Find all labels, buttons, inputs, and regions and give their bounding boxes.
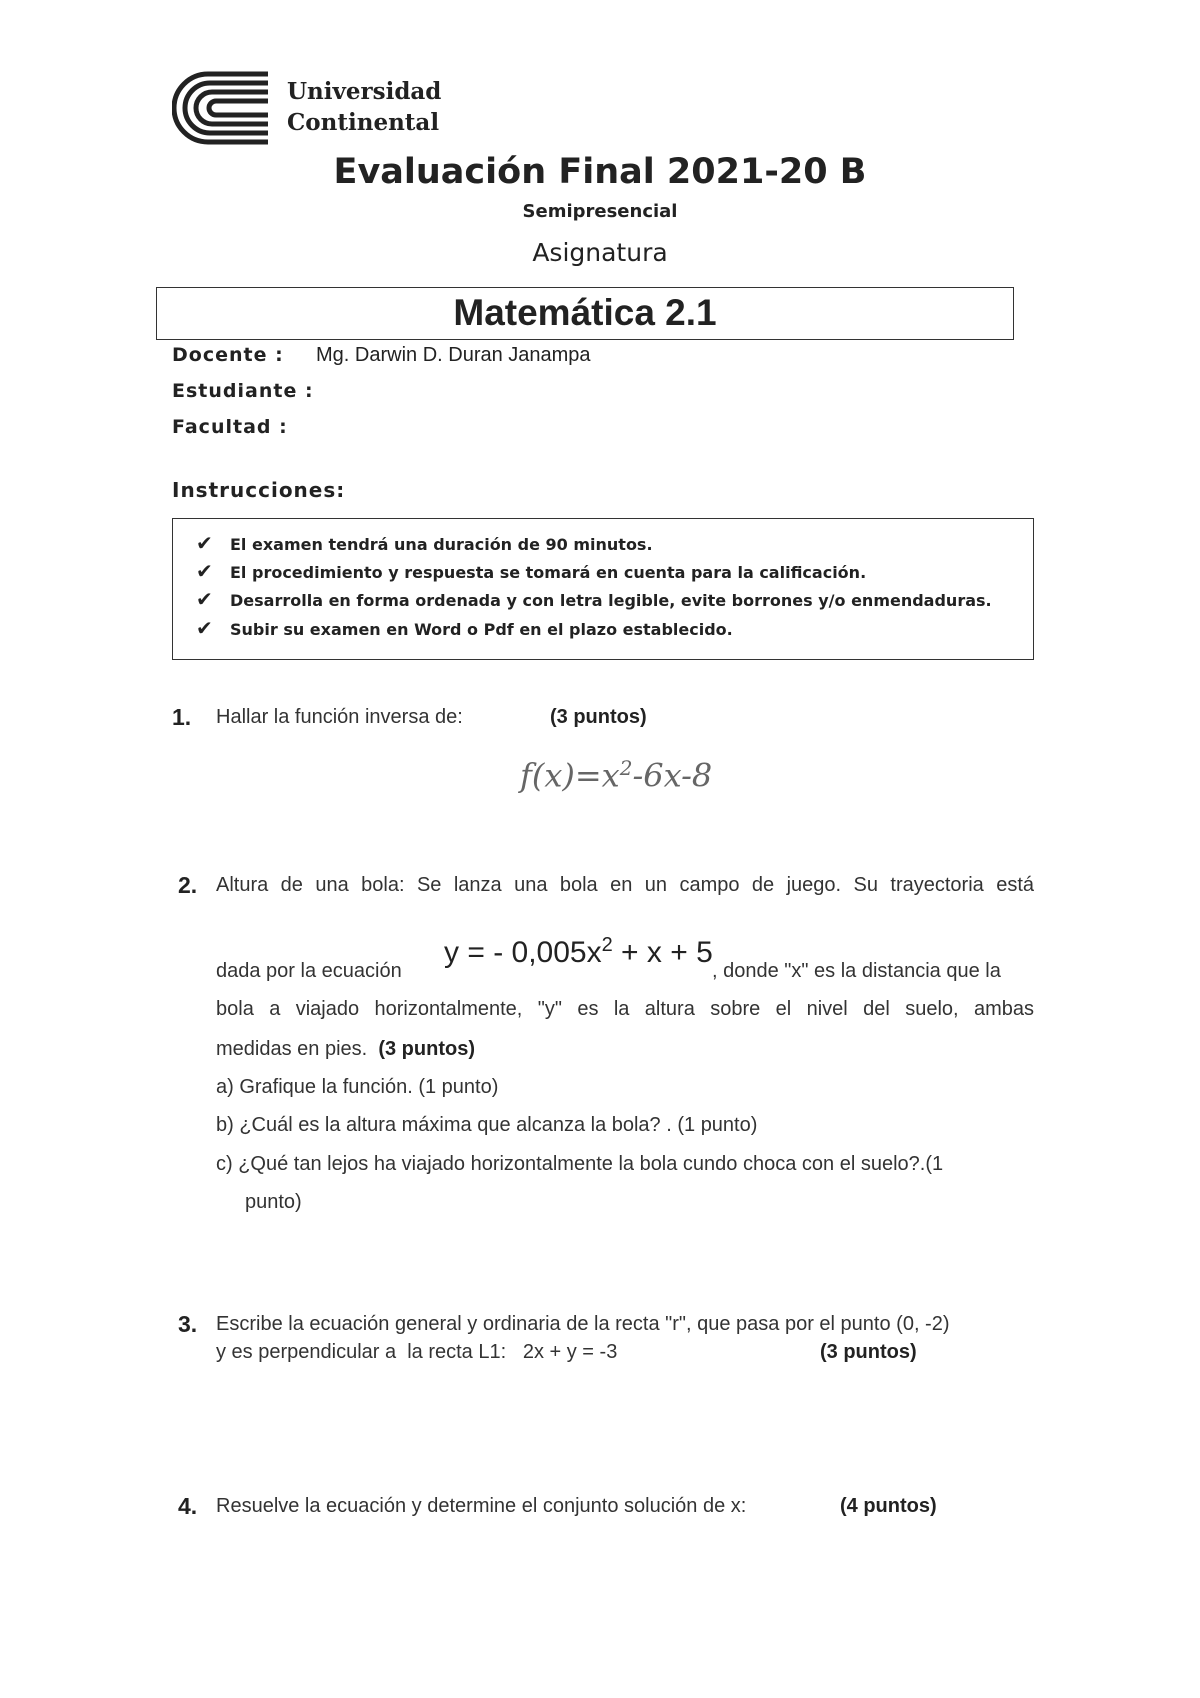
instructions-title: Instrucciones: xyxy=(172,478,346,502)
question-2-points: (3 puntos) xyxy=(378,1038,475,1060)
question-2-item-a: a) Grafique la función. (1 punto) xyxy=(216,1076,499,1098)
check-icon: ✔ xyxy=(196,531,213,555)
exam-title: Evaluación Final 2021-20 B xyxy=(333,152,867,192)
question-1-formula xyxy=(520,756,712,795)
field-label: Estudiante : xyxy=(172,380,314,402)
formula-lhs: f(x)=x xyxy=(520,756,620,795)
field-estudiante xyxy=(172,380,314,402)
question-2-formula xyxy=(444,934,713,970)
formula-exponent: 2 xyxy=(619,756,633,780)
check-icon: ✔ xyxy=(196,559,213,583)
question-2-item-b: b) ¿Cuál es la altura máxima que alcanza la bola? . (1 punto) xyxy=(216,1114,758,1136)
formula-lhs: y = - 0,005x xyxy=(444,936,602,969)
exam-mode: Semipresencial xyxy=(522,201,678,222)
instruction-text: El procedimiento y respuesta se tomará en cuenta para la calificación. xyxy=(230,563,867,582)
question-2-line-4 xyxy=(216,1038,475,1061)
question-4-text: Resuelve la ecuación y determine el conjunto solución de x: xyxy=(216,1495,747,1517)
subject-label: Asignatura xyxy=(532,238,668,267)
question-1-points: (3 puntos) xyxy=(550,706,647,728)
field-docente xyxy=(172,344,591,366)
field-label: Docente : xyxy=(172,344,284,366)
field-label: Facultad : xyxy=(172,416,288,438)
question-1-number: 1. xyxy=(172,704,192,730)
question-3-number: 3. xyxy=(178,1311,198,1337)
instruction-item xyxy=(196,587,992,611)
question-4-number: 4. xyxy=(178,1493,198,1519)
instruction-item xyxy=(196,531,653,555)
check-icon: ✔ xyxy=(196,616,213,640)
question-2-item-c-cont: punto) xyxy=(245,1191,302,1213)
logo-line-2: Continental xyxy=(287,109,440,136)
logo-line-1: Universidad xyxy=(287,78,442,105)
field-facultad xyxy=(172,416,288,438)
formula-exponent: 2 xyxy=(601,934,613,956)
instruction-item xyxy=(196,616,733,640)
question-2-line-3: bola a viajado horizontalmente, "y" es la altura sobre el nivel del suelo, ambas xyxy=(216,998,1034,1020)
instruction-text: Desarrolla en forma ordenada y con letra legible, evite borrones y/o enmendaduras. xyxy=(230,591,992,610)
question-4-points: (4 puntos) xyxy=(840,1495,937,1517)
instruction-item xyxy=(196,559,866,583)
subject-name: Matemática 2.1 xyxy=(453,292,717,333)
formula-rhs: -6x-8 xyxy=(632,756,713,795)
question-2-line-2-end: , donde "x" es la distancia que la xyxy=(712,960,1001,982)
question-3-points: (3 puntos) xyxy=(820,1341,917,1363)
question-2-text: medidas en pies. xyxy=(216,1038,368,1060)
question-3-line-1: Escribe la ecuación general y ordinaria de la recta "r", que pasa por el punto (0, -2) xyxy=(216,1313,950,1335)
instruction-text: El examen tendrá una duración de 90 minutos. xyxy=(230,535,653,554)
question-2-number: 2. xyxy=(178,872,198,898)
question-2-line-1: Altura de una bola: Se lanza una bola en un campo de juego. Su trayectoria está xyxy=(216,874,1034,896)
question-2-item-c: c) ¿Qué tan lejos ha viajado horizontalmente la bola cundo choca con el suelo?.(1 xyxy=(216,1153,944,1175)
question-3-line-2: y es perpendicular a la recta L1: 2x + y = -3 xyxy=(216,1341,618,1363)
logo-wordmark xyxy=(287,76,441,138)
field-value: Mg. Darwin D. Duran Janampa xyxy=(316,344,591,366)
instruction-text: Subir su examen en Word o Pdf en el plazo establecido. xyxy=(230,620,733,639)
check-icon: ✔ xyxy=(196,587,213,611)
question-2-line-2-start: dada por la ecuación xyxy=(216,960,402,982)
question-1-text: Hallar la función inversa de: xyxy=(216,706,463,728)
formula-rhs: + x + 5 xyxy=(612,936,713,969)
